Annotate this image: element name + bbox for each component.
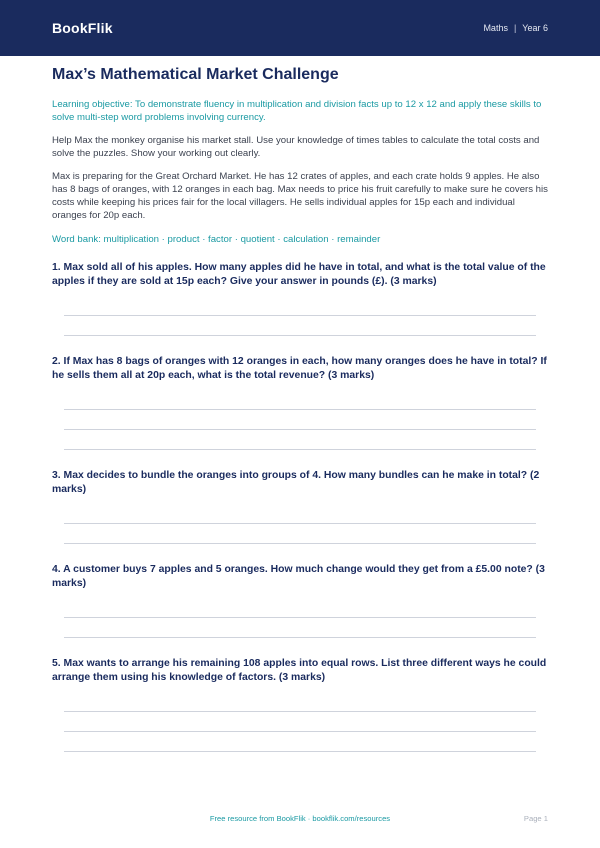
page-footer: [0, 814, 600, 828]
year-label: Year 6: [522, 23, 548, 33]
question-text: 5. Max wants to arrange his remaining 108 apples into equal rows. List three different ways he could arrange them using his knowledge of factors. (3 marks): [52, 658, 547, 683]
answer-line[interactable]: [64, 315, 536, 316]
answer-lines[interactable]: [52, 711, 548, 752]
answer-line[interactable]: [64, 409, 536, 410]
answer-line[interactable]: [64, 731, 536, 732]
footer-source-link[interactable]: Free resource from BookFlik · bookflik.com/resources: [209, 814, 391, 823]
answer-line[interactable]: [64, 617, 536, 618]
question-text: 2. If Max has 8 bags of oranges with 12 oranges in each, how many oranges does he have in total? If he sells them all at 20p each, what is the total revenue? (3 marks): [52, 356, 547, 381]
brand-logo: BookFlik: [52, 20, 113, 36]
answer-line[interactable]: [64, 711, 536, 712]
story-paragraph: Max is preparing for the Great Orchard Market. He has 12 crates of apples, and each crate holds 9 apples. He also has 8 bags of oranges, with 12 oranges in each bag. Max needs to price his fruit carefully to make sure he covers his costs while keeping his prices fair for the local villagers. He sells individual apples for 15p each and individual oranges for 20p each.: [52, 171, 548, 221]
meta-separator: |: [513, 23, 517, 33]
page-number: Page 1: [523, 814, 548, 823]
question-block: [52, 657, 548, 752]
answer-lines[interactable]: [52, 523, 548, 544]
word-bank: Word bank: multiplication · product · factor · quotient · calculation · remainder: [52, 234, 381, 245]
intro-paragraph: Help Max the monkey organise his market stall. Use your knowledge of times tables to calculate the total costs and solve the puzzles. Show your working out clearly.: [52, 135, 540, 159]
answer-lines[interactable]: [52, 409, 548, 450]
question-block: [52, 261, 548, 336]
page-title: Max’s Mathematical Market Challenge: [52, 66, 339, 83]
page-header: [0, 0, 600, 56]
header-meta: [483, 23, 548, 33]
subject-label: Maths: [483, 23, 508, 33]
question-text: 3. Max decides to bundle the oranges into groups of 4. How many bundles can he make in total? (2 marks): [52, 470, 540, 495]
question-block: [52, 469, 548, 544]
answer-lines[interactable]: [52, 617, 548, 638]
question-text: 4. A customer buys 7 apples and 5 oranges. How much change would they get from a £5.00 note? (3 marks): [52, 564, 545, 589]
learning-objective: Learning objective: To demonstrate fluency in multiplication and division facts up to 12 x 12 and apply these skills to solve multi-step word problems involving currency.: [52, 99, 542, 123]
answer-line[interactable]: [64, 543, 536, 544]
question-text: 1. Max sold all of his apples. How many apples did he have in total, and what is the total value of the apples if they are sold at 15p each? Give your answer in pounds (£). (3 marks): [52, 262, 546, 287]
answer-line[interactable]: [64, 449, 536, 450]
worksheet-content: [52, 66, 548, 771]
answer-line[interactable]: [64, 429, 536, 430]
question-block: [52, 355, 548, 450]
answer-line[interactable]: [64, 637, 536, 638]
answer-lines[interactable]: [52, 315, 548, 336]
question-block: [52, 563, 548, 638]
answer-line[interactable]: [64, 523, 536, 524]
answer-line[interactable]: [64, 751, 536, 752]
answer-line[interactable]: [64, 335, 536, 336]
